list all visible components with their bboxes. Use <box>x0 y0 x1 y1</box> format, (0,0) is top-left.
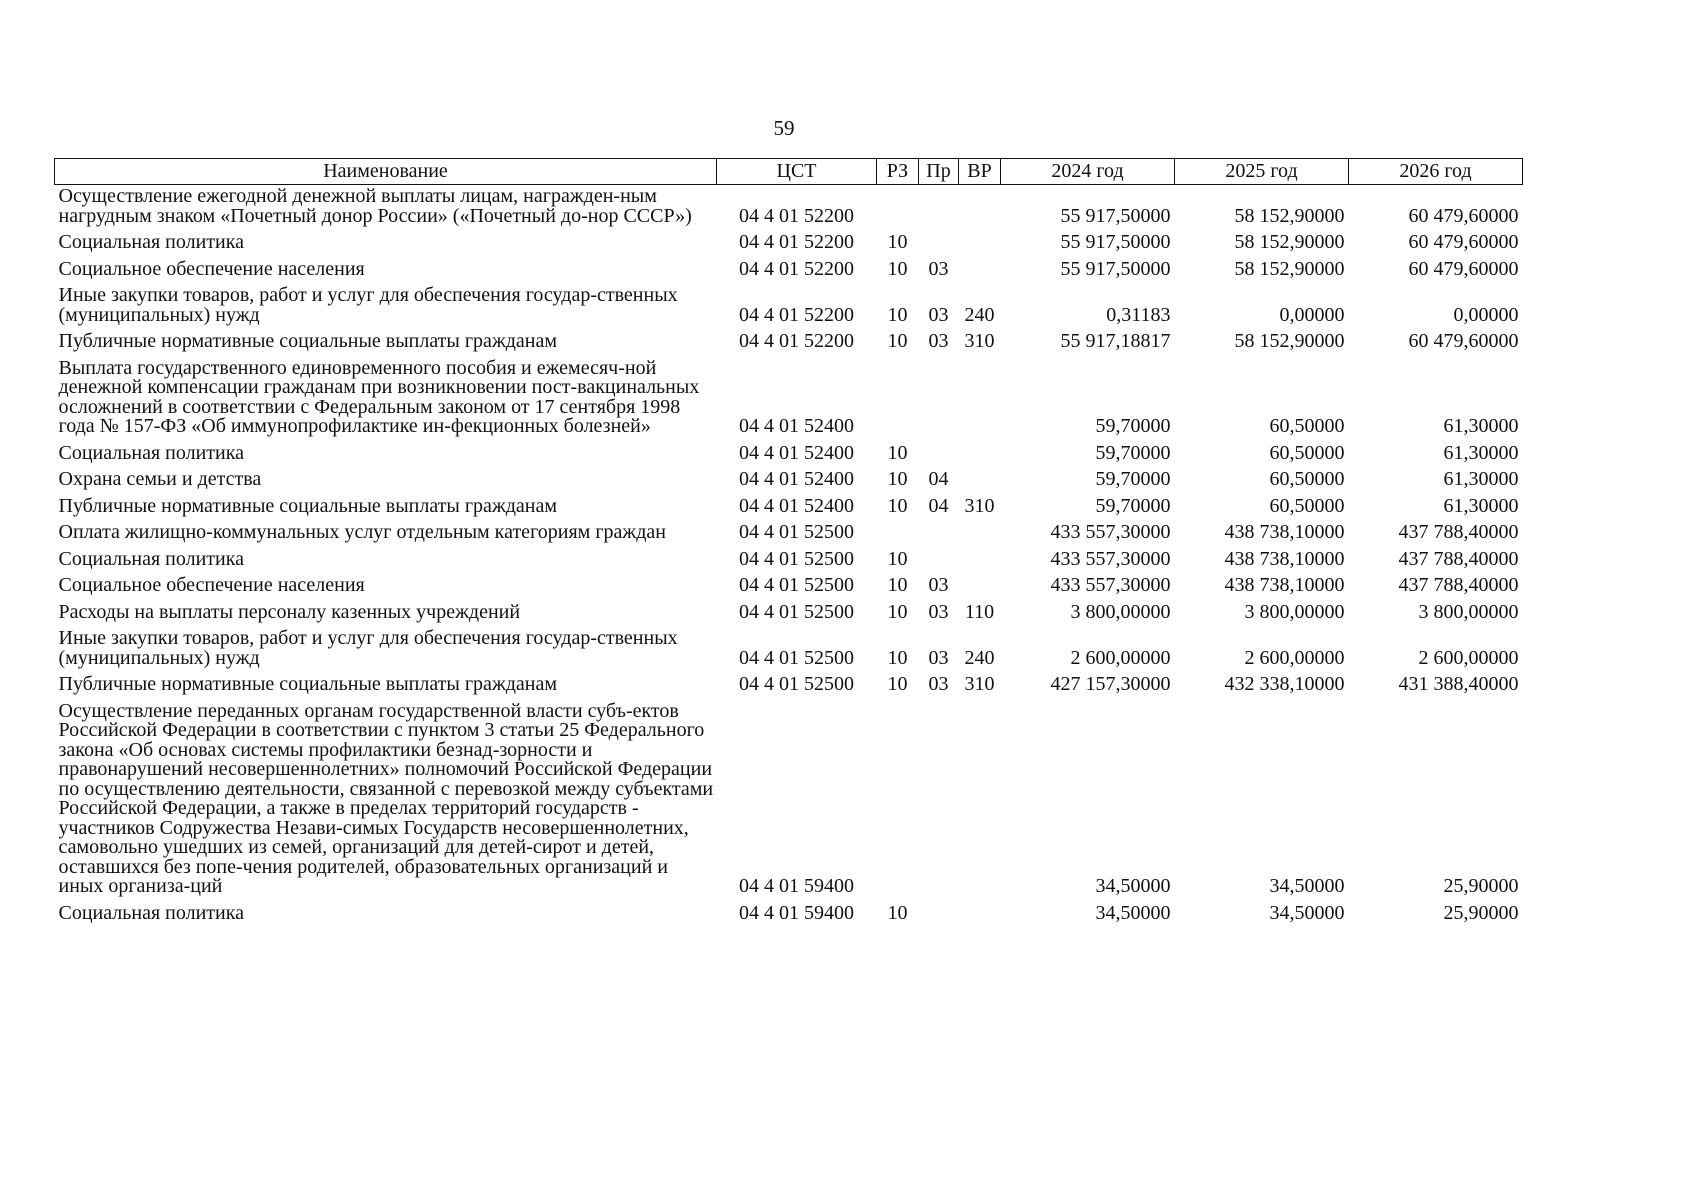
row-vr <box>959 548 1001 575</box>
row-value-2025: 58 152,90000 <box>1234 204 1345 227</box>
row-name: Осуществление ежегодной денежной выплаты лицам, награжден-ным нагрудным знаком «Почетный донор России» («Почетный до-нор СССР») <box>58 185 692 227</box>
row-name: Охрана семьи и детства <box>58 468 262 490</box>
page-number: 59 <box>773 116 795 140</box>
table-row <box>55 357 1523 442</box>
table-row <box>55 185 1523 232</box>
row-vr: 240 <box>964 303 995 326</box>
row-name: Осуществление переданных органам государственной власти субъ-ектов Российской Федерации в соответствии с пунктом 3 статьи 25 Федерального закона «Об основах системы профилактики безнад-зорности и правонарушений несовершеннолетних» полномочий Российской Федерации по осуществлению деятельности, связанной с перевозкой между субъектами Российской Федерации, а также в пределах территорий государств - участников Содружества Незави-симых Государств несовершеннолетних, самовольно ушедших из семей, организаций для детей-сирот и детей, оставшихся без попе-чения родителей, образовательных организаций и иных организа-ций <box>58 699 714 897</box>
row-value-2024: 433 557,30000 <box>1050 547 1171 570</box>
header-vr: ВР <box>959 159 1001 185</box>
header-name: Наименование <box>55 159 717 185</box>
row-pr <box>919 521 959 548</box>
table-row <box>55 231 1523 258</box>
row-value-2026: 61,30000 <box>1443 494 1519 517</box>
row-rz: 10 <box>887 468 908 490</box>
row-cst: 04 4 01 52200 <box>739 257 854 280</box>
table-row <box>55 330 1523 357</box>
row-cst: 04 4 01 52500 <box>739 646 854 669</box>
row-value-2026: 61,30000 <box>1443 441 1519 464</box>
row-vr: 310 <box>964 330 995 352</box>
row-value-2024: 433 557,30000 <box>1050 574 1171 596</box>
row-vr <box>959 357 1001 442</box>
row-rz <box>877 521 919 548</box>
row-rz: 10 <box>887 494 908 517</box>
row-value-2025: 2 600,00000 <box>1244 646 1345 669</box>
header-2026: 2026 год <box>1349 159 1523 185</box>
row-pr: 03 <box>928 673 949 695</box>
row-pr <box>919 548 959 575</box>
table-row <box>55 442 1523 469</box>
row-name: Оплата жилищно-коммунальных услуг отдельным категориям граждан <box>58 521 666 543</box>
row-cst: 04 4 01 52500 <box>739 600 854 623</box>
row-cst: 04 4 01 52500 <box>739 574 854 596</box>
row-value-2024: 55 917,50000 <box>1060 257 1171 280</box>
row-value-2026: 2 600,00000 <box>1418 646 1519 669</box>
row-pr: 03 <box>928 600 949 623</box>
header-rz: РЗ <box>877 159 919 185</box>
row-value-2024: 0,31183 <box>1106 303 1171 326</box>
table-row <box>55 548 1523 575</box>
row-cst: 04 4 01 52500 <box>739 521 854 543</box>
row-pr <box>919 442 959 469</box>
row-cst: 04 4 01 52400 <box>739 468 854 490</box>
row-name: Социальная политика <box>58 547 245 570</box>
row-pr <box>919 231 959 258</box>
row-name: Выплата государственного единовременного пособия и ежемесяч-ной денежной компенсации гражданам при возникновении пост-вакцинальных осложнений в соответствии с Федеральным законом от 17 сентября 1998 года № 157-ФЗ «Об иммунопрофилактике ин-фекционных болезней» <box>58 356 700 437</box>
row-cst: 04 4 01 52200 <box>739 231 854 253</box>
row-value-2024: 433 557,30000 <box>1050 521 1171 543</box>
row-pr: 04 <box>928 494 949 517</box>
row-value-2024: 2 600,00000 <box>1070 646 1171 669</box>
row-value-2024: 59,70000 <box>1095 468 1171 490</box>
row-value-2025: 60,50000 <box>1269 415 1345 437</box>
row-value-2025: 3 800,00000 <box>1244 600 1345 623</box>
row-value-2026: 0,00000 <box>1453 303 1519 326</box>
row-rz: 10 <box>887 303 908 326</box>
budget-table <box>54 158 1523 928</box>
row-pr <box>919 185 959 232</box>
row-value-2026: 61,30000 <box>1443 468 1519 490</box>
row-value-2025: 438 738,10000 <box>1224 547 1345 570</box>
row-rz: 10 <box>887 600 908 623</box>
row-value-2025: 438 738,10000 <box>1224 574 1345 596</box>
row-pr: 03 <box>928 303 949 326</box>
row-vr <box>959 700 1001 902</box>
row-value-2024: 3 800,00000 <box>1070 600 1171 623</box>
row-value-2026: 60 479,60000 <box>1408 330 1519 352</box>
row-value-2024: 427 157,30000 <box>1050 673 1171 695</box>
row-value-2026: 3 800,00000 <box>1418 600 1519 623</box>
row-value-2025: 58 152,90000 <box>1234 231 1345 253</box>
row-name: Публичные нормативные социальные выплаты гражданам <box>58 673 558 695</box>
row-vr <box>959 231 1001 258</box>
row-name: Социальное обеспечение населения <box>58 574 365 596</box>
row-vr: 310 <box>964 673 995 695</box>
row-vr: 240 <box>964 646 995 669</box>
row-vr <box>959 258 1001 285</box>
row-rz: 10 <box>887 257 908 280</box>
row-name: Социальное обеспечение населения <box>58 257 365 280</box>
row-value-2026: 60 479,60000 <box>1408 231 1519 253</box>
row-value-2024: 55 917,50000 <box>1060 204 1171 227</box>
row-value-2024: 59,70000 <box>1095 415 1171 437</box>
row-value-2026: 25,90000 <box>1443 875 1519 897</box>
row-value-2025: 58 152,90000 <box>1234 330 1345 352</box>
row-value-2026: 431 388,40000 <box>1398 673 1519 695</box>
row-name: Расходы на выплаты персоналу казенных учреждений <box>58 600 521 623</box>
row-cst: 04 4 01 59400 <box>739 875 854 897</box>
row-value-2026: 61,30000 <box>1443 415 1519 437</box>
row-vr <box>959 902 1001 929</box>
header-pr: Пр <box>919 159 959 185</box>
table-row <box>55 700 1523 902</box>
row-value-2025: 60,50000 <box>1269 441 1345 464</box>
row-rz: 10 <box>887 673 908 695</box>
table-header <box>55 159 1523 185</box>
row-vr <box>959 442 1001 469</box>
row-rz: 10 <box>887 547 908 570</box>
row-vr <box>959 185 1001 232</box>
table-body <box>55 185 1523 929</box>
row-cst: 04 4 01 59400 <box>739 901 854 924</box>
row-value-2026: 60 479,60000 <box>1408 204 1519 227</box>
row-cst: 04 4 01 52200 <box>739 330 854 352</box>
row-cst: 04 4 01 52200 <box>739 204 854 227</box>
row-value-2026: 437 788,40000 <box>1398 521 1519 543</box>
row-value-2024: 34,50000 <box>1095 875 1171 897</box>
row-name: Социальная политика <box>58 231 245 253</box>
table-row <box>55 284 1523 330</box>
header-row <box>55 159 1523 185</box>
row-value-2024: 55 917,50000 <box>1060 231 1171 253</box>
row-value-2025: 432 338,10000 <box>1224 673 1345 695</box>
row-rz: 10 <box>887 441 908 464</box>
row-value-2025: 0,00000 <box>1279 303 1345 326</box>
table-row <box>55 468 1523 495</box>
row-vr <box>959 521 1001 548</box>
row-cst: 04 4 01 52400 <box>739 441 854 464</box>
row-rz <box>877 357 919 442</box>
row-rz: 10 <box>887 330 908 352</box>
row-vr <box>959 468 1001 495</box>
row-value-2025: 34,50000 <box>1269 875 1345 897</box>
row-pr: 04 <box>928 468 949 490</box>
table-row <box>55 495 1523 522</box>
row-pr <box>919 902 959 929</box>
table-row <box>55 521 1523 548</box>
row-cst: 04 4 01 52400 <box>739 494 854 517</box>
row-value-2024: 55 917,18817 <box>1060 330 1171 352</box>
row-value-2025: 58 152,90000 <box>1234 257 1345 280</box>
row-value-2024: 59,70000 <box>1095 494 1171 517</box>
row-name: Иные закупки товаров, работ и услуг для обеспечения государ-ственных (муниципальных) нужд <box>58 284 678 326</box>
row-vr: 110 <box>964 600 995 623</box>
table-row <box>55 673 1523 700</box>
row-cst: 04 4 01 52400 <box>739 415 854 437</box>
row-name: Социальная политика <box>58 441 245 464</box>
row-rz: 10 <box>887 646 908 669</box>
row-vr <box>959 574 1001 601</box>
row-value-2025: 60,50000 <box>1269 494 1345 517</box>
row-value-2025: 60,50000 <box>1269 468 1345 490</box>
row-value-2025: 34,50000 <box>1269 901 1345 924</box>
row-rz <box>877 185 919 232</box>
row-value-2024: 59,70000 <box>1095 441 1171 464</box>
table-row <box>55 258 1523 285</box>
row-cst: 04 4 01 52500 <box>739 673 854 695</box>
row-pr: 03 <box>928 257 949 280</box>
row-rz <box>877 700 919 902</box>
row-value-2026: 437 788,40000 <box>1398 547 1519 570</box>
row-name: Публичные нормативные социальные выплаты гражданам <box>58 330 558 352</box>
row-value-2026: 60 479,60000 <box>1408 257 1519 280</box>
row-pr: 03 <box>928 330 949 352</box>
header-2025: 2025 год <box>1175 159 1349 185</box>
row-value-2025: 438 738,10000 <box>1224 521 1345 543</box>
row-value-2026: 25,90000 <box>1443 901 1519 924</box>
row-vr: 310 <box>964 494 995 517</box>
table-row <box>55 902 1523 929</box>
row-rz: 10 <box>887 231 908 253</box>
table-row <box>55 574 1523 601</box>
row-rz: 10 <box>887 901 908 924</box>
table-row <box>55 601 1523 628</box>
row-name: Иные закупки товаров, работ и услуг для обеспечения государ-ственных (муниципальных) нужд <box>58 627 678 669</box>
row-value-2026: 437 788,40000 <box>1398 574 1519 596</box>
header-cst: ЦСТ <box>717 159 877 185</box>
row-pr: 03 <box>928 574 949 596</box>
row-pr <box>919 357 959 442</box>
row-cst: 04 4 01 52500 <box>739 547 854 570</box>
row-rz: 10 <box>887 574 908 596</box>
row-pr <box>919 700 959 902</box>
row-name: Социальная политика <box>58 901 245 924</box>
header-2024: 2024 год <box>1001 159 1175 185</box>
row-pr: 03 <box>928 646 949 669</box>
table-row <box>55 627 1523 673</box>
row-cst: 04 4 01 52200 <box>739 303 854 326</box>
row-value-2024: 34,50000 <box>1095 901 1171 924</box>
row-name: Публичные нормативные социальные выплаты гражданам <box>58 494 558 517</box>
